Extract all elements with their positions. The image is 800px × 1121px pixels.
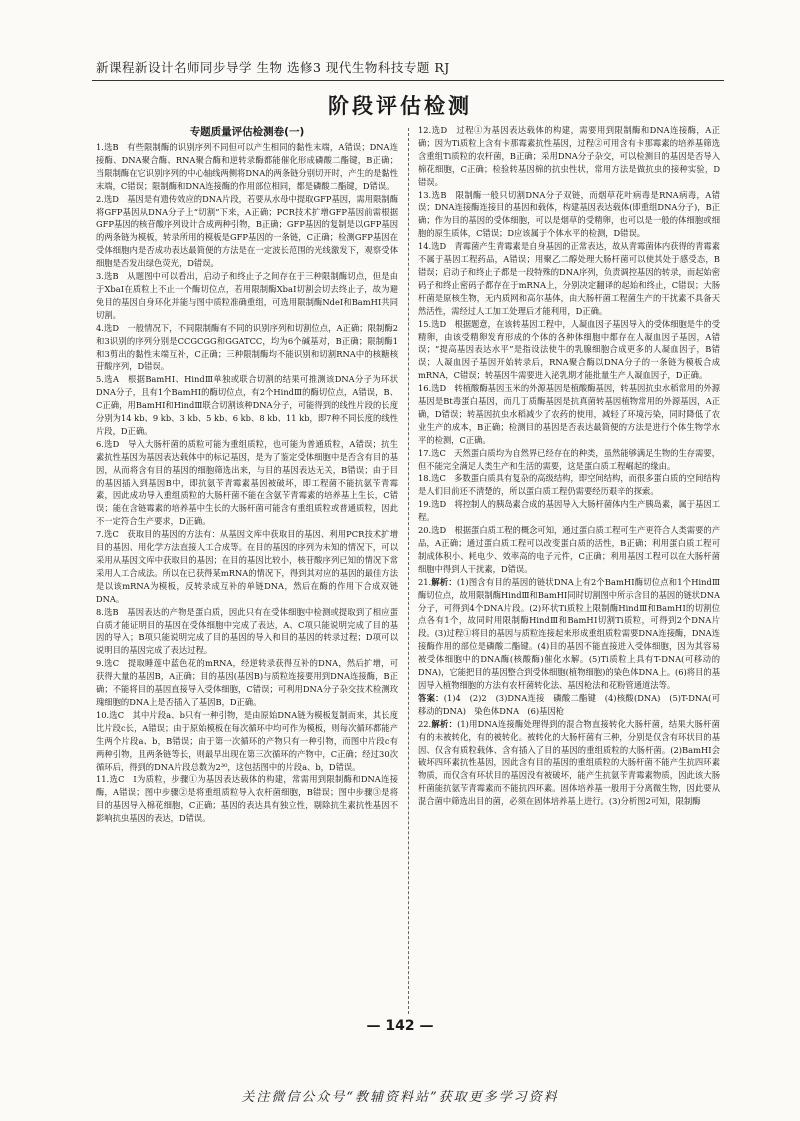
answer-item bbox=[96, 322, 398, 374]
item-text: (1)用DNA连接酶处理得到的混合物直接转化大肠杆菌，结果大肠杆菌有的未被转化，有的被转化。被转化的大肠杆菌有三种，分别是仅含有环状目的基因、仅含有质粒载体、含有插入了目的基因的重组质粒的大肠杆菌。(2)BamHⅠ会破坏四环素抗性基因，因此含有目的基因的重组质粒的大肠杆菌不能产生抗四环素物质，而仅含有环状目的基因没有被破坏，能产生抗氨苄青霉素物质，因此该大肠杆菌能抗氨苄青霉素而不能抗四环素。固体培养基一般用于分离微生物，因此要从混合菌中筛选出目的菌，必须在固体培养基上进行。(3)分析图2可知，限制酶 bbox=[418, 718, 720, 807]
item-text: 选B 基因表达的产物是蛋白质，因此只有在受体细胞中检测或提取到了相应蛋白质才能证明目的基因在受体细胞中完成了表达，A、C项只能说明完成了目的基因的导入；B项只能说明完成了目的基因的导入和目的基因的转录过程；D项可以说明目的基因完成了表达过程。 bbox=[96, 606, 398, 656]
item-number: 2. bbox=[96, 193, 104, 204]
item-number: 12. bbox=[418, 125, 432, 135]
answer-item bbox=[418, 189, 720, 241]
item-number: 8. bbox=[96, 606, 104, 617]
item-text: 选D 根据题意，在该转基因工程中，人凝血因子基因导入的受体细胞是牛的受精卵，由该受精卵发育形成的个体的各种体细胞中都存在人凝血因子基因，A错误；“提高基因表达水平”是指设法使牛的乳腺细胞合成更多的人凝血因子，B错误；人凝血因子基因开始转录后，RNA聚合酶以DNA分子的一条链为模板合成mRNA，C错误；转基因牛需要进入泌乳期才能批量生产人凝血因子，D正确。 bbox=[418, 318, 720, 381]
answer-item bbox=[418, 692, 720, 718]
item-number: 15. bbox=[418, 318, 432, 329]
item-text: (1)4 (2)2 (3)DNA连接 磷酸二酯键 (4)核酸(DNA) (5)T-DNA(可移动的DNA) 染色体DNA (6)基因枪 bbox=[418, 692, 720, 716]
item-text: 选C 多数蛋白质具有复杂的高级结构，即空间结构，而很多蛋白质的空间结构是人们目前还不清楚的，所以蛋白质工程仍需要经历艰辛的探索。 bbox=[418, 473, 720, 497]
item-lead: 解析： bbox=[431, 576, 457, 587]
answer-item bbox=[96, 528, 398, 605]
item-number: 19. bbox=[418, 499, 432, 510]
item-number: 21. bbox=[418, 576, 432, 587]
item-number: 13. bbox=[418, 189, 432, 200]
item-text: 选B 有些限制酶的识别序列不同但可以产生相同的黏性末端，A错误；DNA连接酶、DNA聚合酶、RNA聚合酶和逆转录酶都能催化形成磷酸二酯键，B正确；当限制酶在它识别序列的中心轴线两侧将DNA的两条链分别切开时，产生的是黏性末端，C错误；限制酶和DNA连接酶的作用部位相同，都是磷酸二酯键，D错误。 bbox=[96, 142, 398, 191]
answer-list-right bbox=[418, 124, 720, 808]
answer-item bbox=[96, 657, 398, 709]
answer-item bbox=[418, 382, 720, 447]
answer-item bbox=[418, 498, 720, 524]
item-text: 选C 获取目的基因的方法有：从基因文库中获取目的基因、利用PCR技术扩增目的基因、用化学方法直接人工合成等。在目的基因的序列为未知的情况下，可以采用从基因文库中获取目的基因；在目的基因比较小，核苷酸序列已知的情况下常采用人工合成法。所以在已获得某mRNA的情况下，得到其对应的基因的最佳方法是以该mRNA为模板，反转录成互补的单链DNA，然后在酶的作用下合成双链DNA。 bbox=[96, 529, 398, 604]
item-text: 选D 过程①为基因表达载体的构建，需要用到限制酶和DNA连接酶，A正确；因为Ti质粒上含有卡那霉素抗性基因，过程②可用含有卡那霉素的培养基筛选含重组Ti质粒的农杆菌，B正确；采用DNA分子杂交，可以检测目的基因是否导入棉花细胞，C正确；检验转基因棉的抗虫性状，常用方法是做抗虫的接种实验，D错误。 bbox=[418, 125, 720, 187]
item-number: 16. bbox=[418, 383, 432, 394]
item-number: 1. bbox=[96, 142, 104, 152]
item-text: 选D 转植酸酶基因玉米的外源基因是植酸酶基因，转基因抗虫水稻常用的外源基因是Bt毒蛋白基因，而几丁质酶基因是抗真菌转基因植物常用的外源基因，A正确，D错误；转基因抗虫水稻减少了农药的使用，减轻了环境污染，同时降低了农业生产的成本，B正确；检测目的基因是否表达最简便的方法是进行个体生物学水平的检测，C正确。 bbox=[418, 383, 720, 445]
answer-item bbox=[418, 718, 720, 808]
item-number: 10. bbox=[96, 709, 110, 720]
item-text: 选D 根据蛋白质工程的概念可知，通过蛋白质工程可生产更符合人类需要的产品，A正确；通过蛋白质工程可以改变蛋白质的活性，B正确；利用蛋白质工程可制成体积小、耗电少、效率高的电子元件，C正确；利用基因工程可以在大肠杆菌细胞中得到人干扰素，D错误。 bbox=[418, 525, 720, 574]
answer-item bbox=[96, 606, 398, 658]
page-number: — 142 — bbox=[366, 1018, 434, 1034]
item-number: 7. bbox=[96, 529, 104, 540]
item-number: 18. bbox=[418, 473, 432, 484]
item-text: (1)图含有目的基因的链状DNA上有2个BamHⅠ酶切位点和1个HindⅢ酶切位点，故用限制酶HindⅢ和BamHⅠ同时切割图中所示含目的基因的链状DNA分子，可得到4个DNA片段。(2)环状Ti质粒上限制酶HindⅢ和BamHⅠ的切割位点各有1个，故同时用限制酶HindⅢ和BamHⅠ切割Ti质粒，可得到2个DNA片段。(3)过程①将目的基因与质粒连接起来形成重组质粒需要DNA连接酶，DNA连接酶作用的部位是磷酸二酯键。(4)目的基因不能直接进入受体细胞，因为其容易被受体细胞中的DNA酶(核酸酶)催化水解。(5)Ti质粒上具有T-DNA(可移动的DNA)，它能把目的基因整合到受体细胞(植物细胞)的染色体DNA上。(6)将目的基因导入植物细胞的方法有农杆菌转化法、基因枪法和花粉管通道法等。 bbox=[418, 576, 720, 690]
item-number: 4. bbox=[96, 322, 104, 333]
answer-item bbox=[96, 141, 398, 193]
item-lead: 答案： bbox=[418, 692, 444, 703]
item-number: 11. bbox=[96, 774, 110, 785]
page-title: 阶段评估检测 bbox=[328, 94, 472, 118]
answer-list-left bbox=[96, 141, 398, 825]
answer-item bbox=[418, 472, 720, 498]
item-text: 选C 天然蛋白质均为自然界已经存在的种类，虽然能够满足生物的生存需要，但不能完全满足人类生产和生活的需要，这是蛋白质工程崛起的缘由。 bbox=[418, 447, 720, 471]
footer-note: 关注微信公众号“教辅资料站”获取更多学习资料 bbox=[241, 1090, 559, 1105]
item-text: 选C 提取睡莲中蓝色花的mRNA，经逆转录获得互补的DNA，然后扩增，可获得大量的基因B，A正确；目的基因(基因B)与质粒连接要用到DNA连接酶，B正确；不能将目的基因直接导入受体细胞，C错误；可利用DNA分子杂交技术检测玫瑰细胞的DNA上是否插入了基因B，D正确。 bbox=[96, 658, 398, 707]
answer-item bbox=[96, 270, 398, 322]
item-text: 选D 一般情况下，不同限制酶有不同的识别序列和切割位点，A正确；限制酶2和3识别的序列分别是CCGCGG和GGATCC，均为6个碱基对，B正确；限制酶1和3剪出的黏性末端互补，C正确；三种限制酶均不能识别和切割RNA中的核糖核苷酸序列，D错误。 bbox=[96, 322, 398, 372]
item-text: 选D 将控制人的胰岛素合成的基因导入大肠杆菌体内生产胰岛素，属于基因工程。 bbox=[418, 499, 720, 523]
item-number: 5. bbox=[96, 374, 104, 385]
item-text: 选C 其中片段a、b只有一种引物，是由原始DNA链为模板复制而来，其长度比片段c长，A错误；由于原始模板在每次循环中均可作为模板，则每次循环都能产生两个片段a、b，B错误；由于第一次循环的产物只有一种引物，而图中片段c有两种引物，且两条链等长，则最早出现在第三次循环的产物中，C正确；经过30次循环后，得到的DNA片段总数为2³⁰，这包括图中的片段a、b，D错误。 bbox=[96, 709, 398, 772]
right-column bbox=[418, 124, 720, 1014]
answer-item bbox=[96, 773, 398, 825]
answer-item bbox=[96, 438, 398, 528]
left-column bbox=[96, 124, 398, 1014]
item-number: 9. bbox=[96, 658, 104, 669]
answer-item bbox=[418, 124, 720, 189]
item-text: 选C Ⅰ为质粒，步骤①为基因表达载体的构建，常需用到限制酶和DNA连接酶，A错误；图中步骤②是将重组质粒导入农杆菌细胞，B错误；图中步骤③是将目的基因导入棉花细胞，C正确；基因的表达具有独立性，剔除抗生素抗性基因不影响抗虫基因的表达，D错误。 bbox=[96, 774, 398, 824]
answer-item bbox=[96, 193, 398, 270]
item-number: 22. bbox=[418, 718, 432, 729]
exam-title: 专题质量评估检测卷(一) bbox=[189, 126, 305, 138]
item-text: 选B 从题图中可以看出，启动子和终止子之间存在于三种限制酶切点，但是由于XbaⅠ在质粒上不止一个酶切位点，若用限制酶XbaⅠ切割会切去终止子，故为避免目的基因自身环化并能与图中质粒准确重组，可选用限制酶NdeⅠ和BamHⅠ共同切割。 bbox=[96, 271, 398, 320]
item-text: 选D 导入大肠杆菌的质粒可能为重组质粒，也可能为普通质粒，A错误；抗生素抗性基因为基因表达载体中的标记基因，是为了鉴定受体细胞中是否含有目的基因，从而将含有目的基因的细胞筛选出来，与目的基因表达无关，B错误；由于目的基因插入到基因B中，即抗氨苄青霉素基因被破坏，即工程菌不能抗氨苄青霉素，因此成功导入重组质粒的大肠杆菌不能在含氨苄青霉素的培养基上生长，C错误；能在含链霉素的培养基中生长的大肠杆菌可能含有重组质粒或普通质粒，因此不一定符合生产要求，D正确。 bbox=[96, 438, 398, 527]
item-text: 选D 基因是有遗传效应的DNA片段，若要从水母中提取GFP基因，需用限制酶将GFP基因从DNA分子上“切割”下来，A正确；PCR技术扩增GFP基因前需根据GFP基因的核苷酸序列设计合成两种引物，B正确；GFP基因的复制是以GFP基因的两条链为模板，转录所用的模板是GFP基因的一条链，C正确；检测GFP基因在受体细胞内是否成功表达最简便的方法是在一定波长范围的光线激发下，观察受体细胞是否发出绿色荧光，D错误。 bbox=[96, 193, 398, 269]
item-number: 17. bbox=[418, 447, 432, 458]
answer-item bbox=[418, 318, 720, 383]
item-text: 选B 限制酶一般只切割DNA分子双链，而烟草花叶病毒是RNA病毒，A错误；DNA连接酶连接目的基因和载体，构建基因表达载体(即重组DNA分子)，B正确；作为目的基因的受体细胞，可以是烟草的受精卵，也可以是一般的体细胞或细胞的原生质体，C错误；D应该属于个体水平的检测，D错误。 bbox=[418, 189, 720, 239]
item-number: 6. bbox=[96, 438, 104, 449]
answer-item bbox=[418, 524, 720, 576]
item-text: 选D 青霉菌产生青霉素是自身基因的正常表达，故从青霉菌体内获得的青霉素不属于基因工程药品，A错误；用聚乙二醇处理大肠杆菌可以使其处于感受态，B错误；启动子和终止子都是一段特殊的DNA序列，负责调控基因的转录，而起始密码子和终止密码子都存在于mRNA上，分别决定翻译的起始和终止，C错误；大肠杆菌是原核生物，无内质网和高尔基体，由大肠杆菌工程菌生产的干扰素不具备天然活性，需经过人工加工处理后才能利用，D正确。 bbox=[418, 241, 720, 316]
answer-item bbox=[96, 709, 398, 774]
item-text: 选A 根据BamHⅠ、HindⅢ单独或联合切割的结果可推测该DNA分子为环状DNA分子，且有1个BamHⅠ的酶切位点，有2个HindⅢ的酶切位点，A错误，B、C正确，用BamHⅠ和HindⅢ联合切割该种DNA分子，可能得到的线性片段的长度分别为14 kb、9 kb、3 kb、5 kb、6 kb、8 kb、11 kb，即7种不同长度的线性片段，D正确。 bbox=[96, 374, 398, 436]
item-lead: 解析： bbox=[431, 718, 458, 729]
column-divider bbox=[408, 128, 409, 1014]
header-rule bbox=[92, 80, 724, 81]
answer-item bbox=[96, 373, 398, 438]
answer-item bbox=[418, 240, 720, 317]
answer-item bbox=[418, 576, 720, 692]
answer-item bbox=[418, 447, 720, 473]
item-number: 14. bbox=[418, 241, 432, 252]
running-header: 新课程新设计名师同步导学 生物 选修3 现代生物科技专题 RJ bbox=[96, 60, 450, 75]
item-number: 3. bbox=[96, 271, 104, 282]
item-number: 20. bbox=[418, 525, 432, 536]
